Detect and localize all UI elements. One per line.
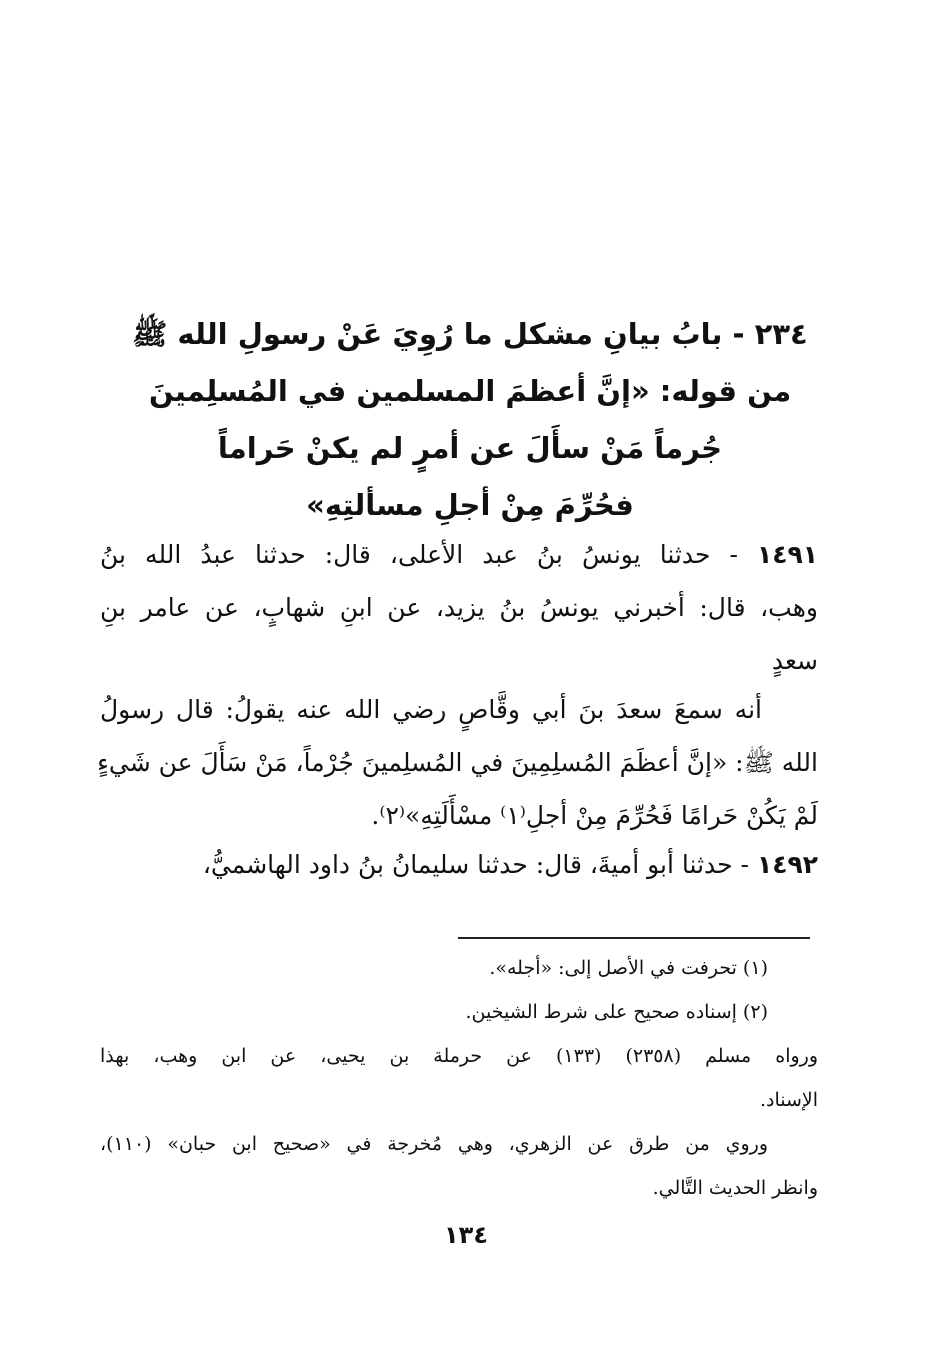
- footnote-continuation: ورواه مسلم (٢٣٥٨) (١٣٣) عن حرملة بن يحيى، عن ابن وهب، بهذا: [100, 1045, 818, 1067]
- body-line: سعدٍ: [771, 646, 818, 675]
- footnote-divider: [458, 937, 810, 939]
- chapter-title-line: من قوله: «إنَّ أعظمَ المسلمين في المُسلِمينَ: [148, 374, 792, 408]
- chapter-title-line: ٢٣٤ - بابُ بيانِ مشكل ما رُوِيَ عَنْ رسولِ الله ﷺ: [132, 317, 808, 351]
- body-line: لَمْ يَكُنْ حَرامًا فَحُرِّمَ مِنْ أجلِ⁽١⁾ مسْأَلَتِهِ»⁽٢⁾.: [371, 801, 818, 830]
- hadith-number: ١٤٩٢: [756, 850, 818, 879]
- chapter-title-line: فحُرِّمَ مِنْ أجلِ مسألتِهِ»: [306, 488, 634, 522]
- body-text: - حدثنا يونسُ بنُ عبد الأعلى، قال: حدثنا عبدُ الله بنُ: [100, 540, 757, 569]
- footnotes: [100, 946, 818, 1210]
- chapter-title-line: جُرماً مَنْ سأَلَ عن أمرٍ لم يكنْ حَراماً: [217, 431, 723, 465]
- hadith-number: ١٤٩١: [756, 540, 818, 569]
- footnote-item: (٢) إسناده صحيح على شرط الشيخين.: [465, 1001, 768, 1023]
- footnote-continuation: الإسناد.: [759, 1089, 818, 1111]
- hadith-text: [97, 683, 818, 842]
- hadith-1491-isnad: [100, 528, 818, 687]
- page-number: ١٣٤: [444, 1221, 488, 1249]
- hadith-1492-isnad: [100, 838, 818, 891]
- body-line: الله ﷺ: «إنَّ أعظَمَ المُسلِمِينَ في المُسلِمينَ جُرْماً، مَنْ سَأَلَ عن شَيءٍ: [97, 748, 818, 777]
- body-text: - حدثنا أبو أميةَ، قال: حدثنا سليمانُ بنُ داود الهاشميُّ،: [202, 850, 757, 879]
- footnote-item: (١) تحرفت في الأصل إلى: «أجله».: [489, 957, 768, 979]
- footnote-continuation: وروي من طرق عن الزهري، وهي مُخرجة في «صحيح ابن حبان» (١١٠)،: [100, 1133, 768, 1155]
- footnote-continuation: وانظر الحديث التَّالي.: [652, 1177, 818, 1199]
- body-line: [100, 528, 818, 581]
- body-line: أنه سمعَ سعدَ بنَ أبي وقَّاصٍ رضي الله عنه يقولُ: قال رسولُ: [100, 695, 762, 724]
- body-line: [100, 838, 818, 891]
- chapter-title: [120, 306, 820, 534]
- body-line: وهب، قال: أخبرني يونسُ بنُ يزيد، عن ابنِ شهابٍ، عن عامر بنِ: [100, 593, 818, 622]
